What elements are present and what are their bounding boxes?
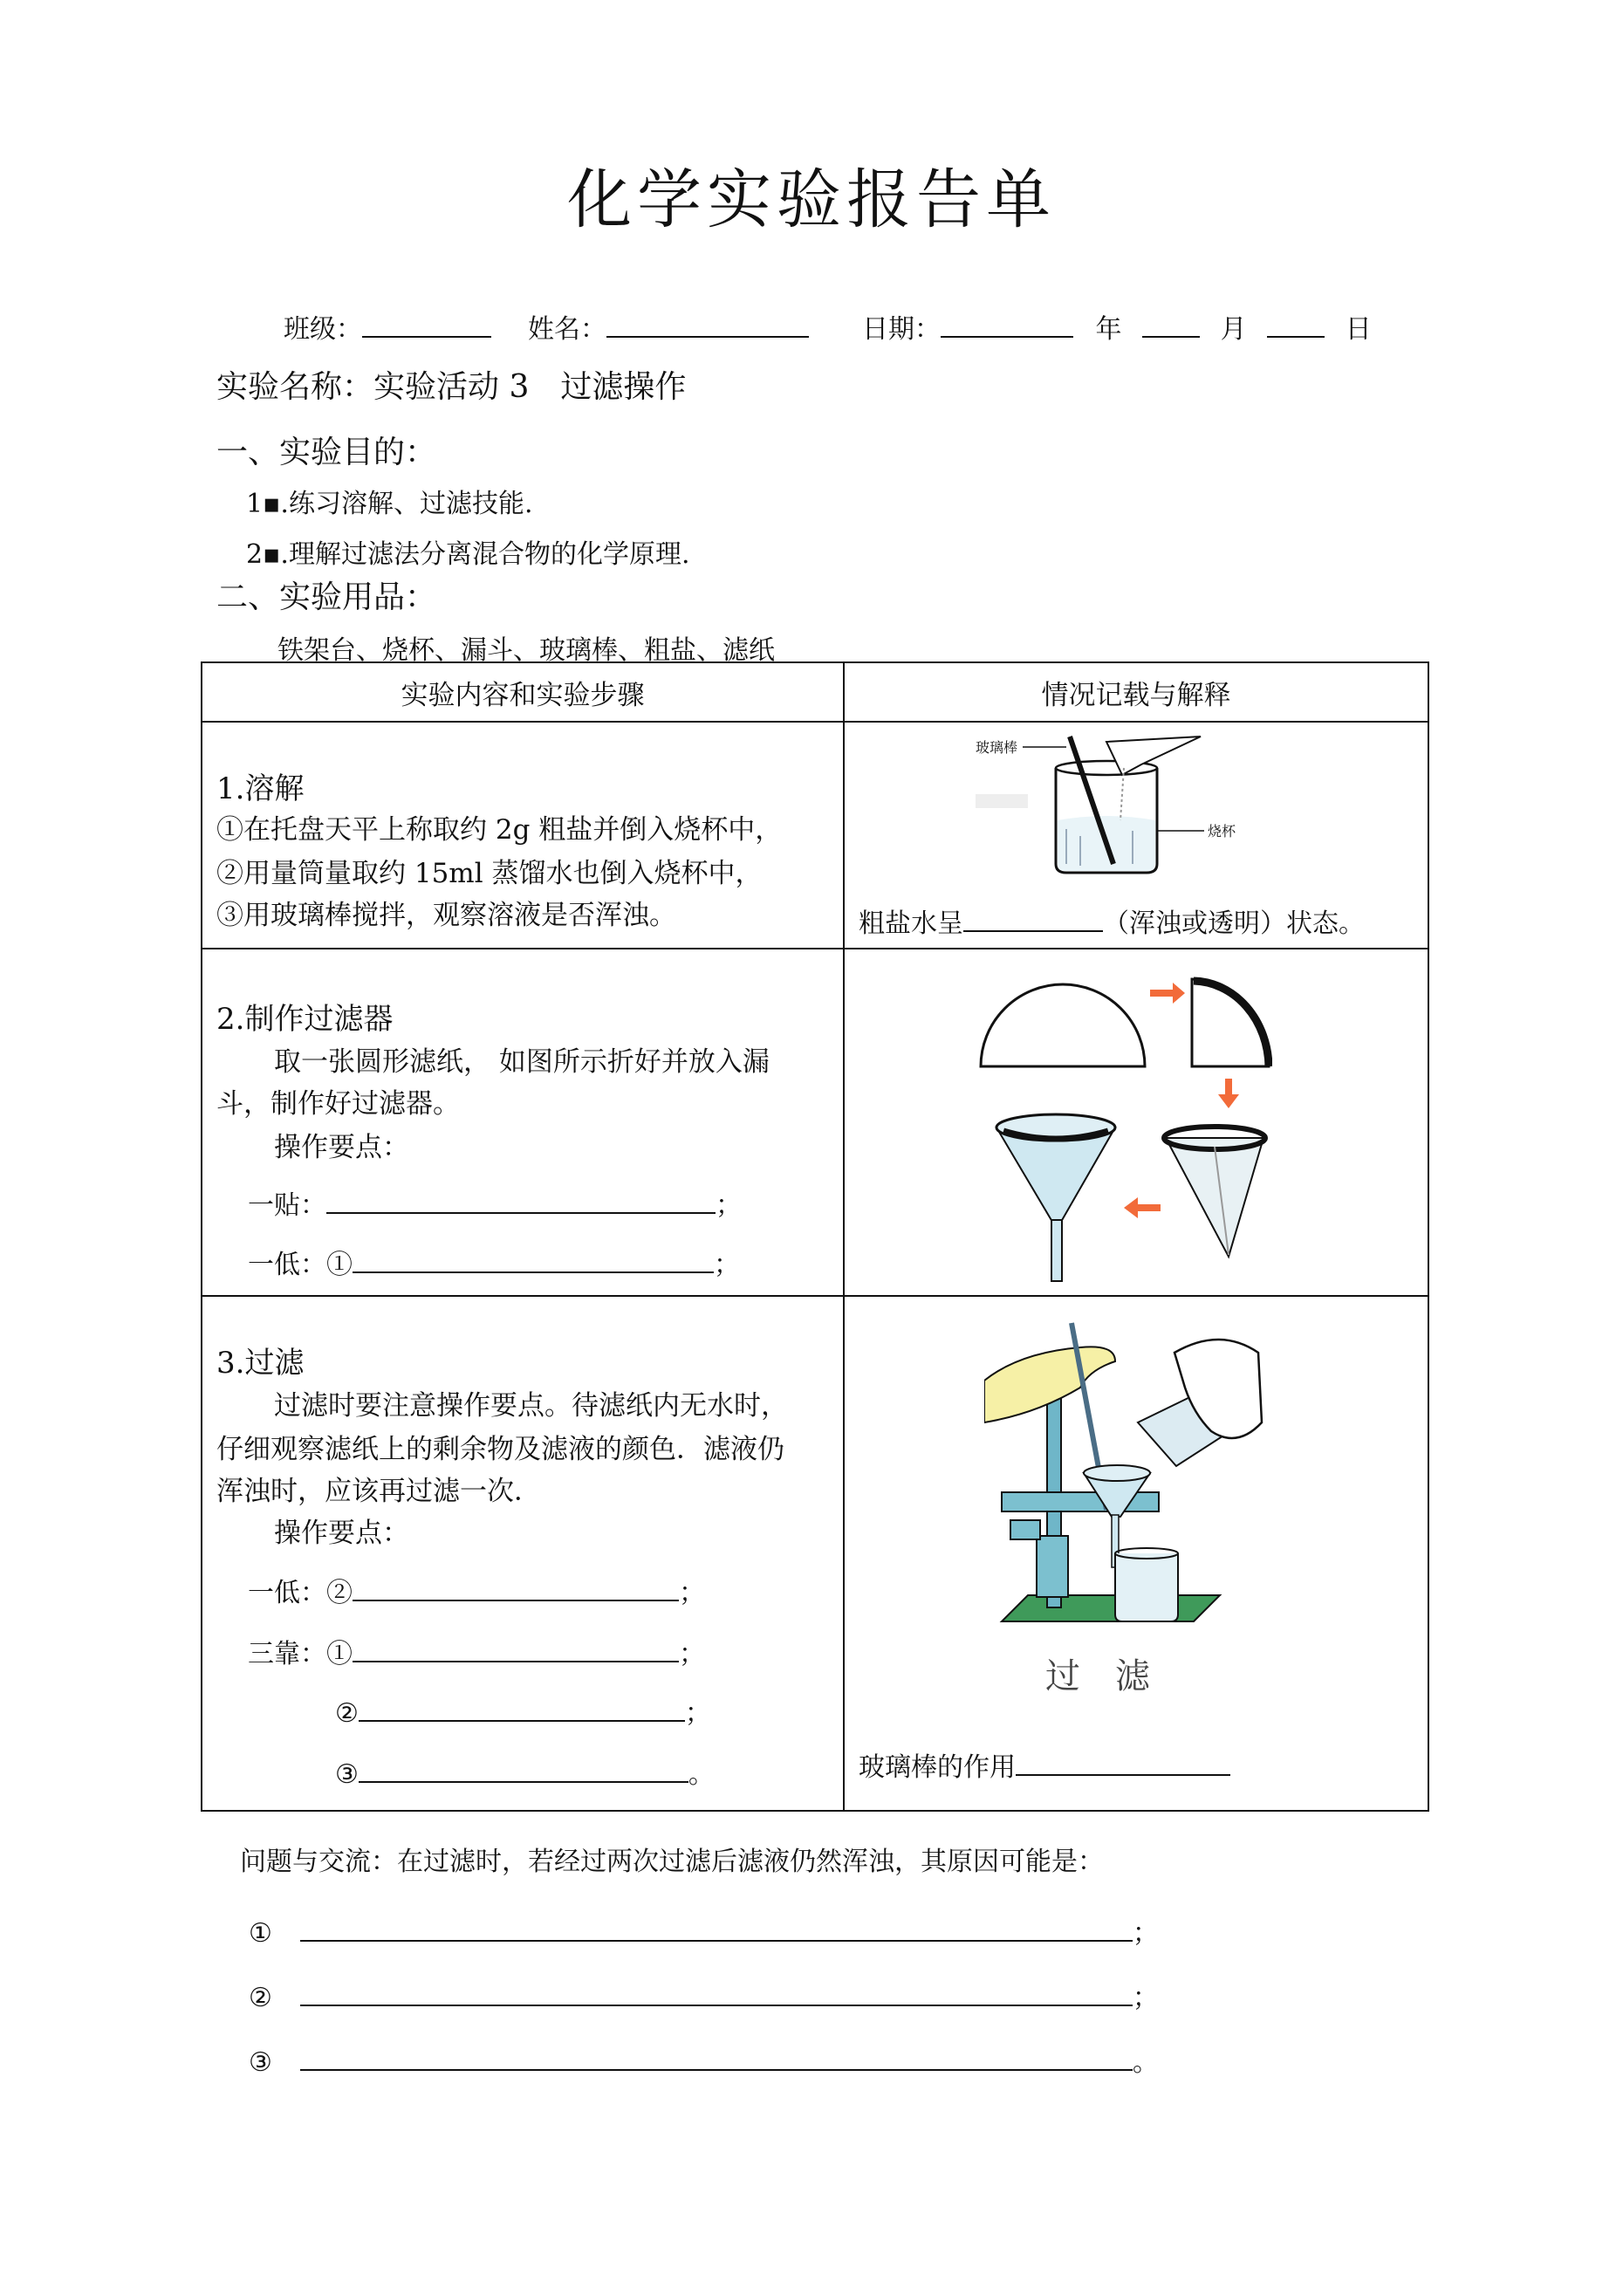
- experiment-name: 实验名称：实验活动 3 过滤操作: [216, 369, 687, 405]
- row3-sankao-2: [335, 1691, 711, 1730]
- item-3-blank[interactable]: [300, 2045, 1133, 2071]
- year-blank[interactable]: [1142, 313, 1200, 338]
- clamp-screw: [1010, 1520, 1040, 1539]
- semicolon: ；: [1132, 1918, 1159, 1949]
- yitie-blank[interactable]: [326, 1188, 716, 1214]
- row1-result: [859, 901, 1365, 940]
- yitie-label: 一贴：: [248, 1190, 326, 1221]
- row3-sankao-3: [335, 1752, 715, 1791]
- semicolon: ；: [1132, 1983, 1159, 2013]
- semicircle-paper: [981, 984, 1145, 1066]
- rod-role-label: 玻璃棒的作用: [859, 1752, 1016, 1783]
- rod-role-blank[interactable]: [1016, 1750, 1230, 1776]
- funnel-stem: [1051, 1220, 1062, 1281]
- filtration-caption: 过 滤: [1045, 1656, 1150, 1696]
- paper-cone: [1166, 1138, 1263, 1257]
- semicolon: ；: [716, 1190, 742, 1221]
- row1-record: [844, 722, 1428, 949]
- experiment-table: [201, 661, 1429, 1812]
- discussion-item-2: [249, 1976, 1159, 2014]
- purpose-item-2: 2▪.理解过滤法分离混合物的化学原理.: [246, 539, 690, 570]
- name-blank[interactable]: [606, 313, 809, 338]
- date-blank[interactable]: [941, 313, 1073, 338]
- label-rod: 玻璃棒: [976, 739, 1018, 756]
- row2-key-points: 操作要点：: [274, 1132, 409, 1163]
- materials-text: 铁架台、烧杯、漏斗、玻璃棒、粗盐、滤纸: [277, 635, 775, 666]
- class-blank[interactable]: [362, 313, 491, 338]
- row3-key-points: 操作要点：: [274, 1518, 409, 1549]
- row3-record: [844, 1296, 1428, 1811]
- sankao1-label: 三靠：①: [248, 1639, 353, 1669]
- month-label: 月: [1220, 314, 1247, 345]
- row2-steps: [202, 949, 844, 1296]
- sankao3-blank[interactable]: [359, 1757, 688, 1783]
- col-header-steps: 实验内容和实验步骤: [202, 662, 844, 722]
- clamp: [1037, 1536, 1068, 1597]
- yidi2-blank[interactable]: [353, 1575, 679, 1601]
- sankao2-blank[interactable]: [359, 1696, 685, 1722]
- result-blank[interactable]: [963, 906, 1103, 932]
- period: 。: [1132, 2047, 1159, 2078]
- item-2-number: ②: [249, 1983, 272, 2013]
- purpose-heading: 一、实验目的：: [216, 435, 437, 470]
- arrow-right-icon: [1150, 983, 1185, 1004]
- name-field: [528, 307, 809, 346]
- stand-base: [1002, 1595, 1220, 1621]
- row3-title: 3.过滤: [216, 1346, 305, 1381]
- arrow-left-icon: [1124, 1197, 1161, 1218]
- row2-title: 2.制作过滤器: [216, 1002, 394, 1037]
- yidi-blank[interactable]: [353, 1247, 714, 1273]
- arrow-down-icon: [1218, 1079, 1239, 1108]
- filtration-illustration: [984, 1318, 1272, 1710]
- item-2-blank[interactable]: [300, 1980, 1133, 2006]
- purpose-item-1: 1▪.练习溶解、过滤技能.: [246, 489, 533, 519]
- name-label: 姓名：: [528, 314, 606, 345]
- salt-paper: [1106, 737, 1201, 775]
- item-1-blank[interactable]: [300, 1916, 1133, 1942]
- period: 。: [688, 1759, 715, 1790]
- rod-role-field: [859, 1745, 1230, 1784]
- semicolon: ；: [714, 1250, 740, 1280]
- item-1-number: ①: [249, 1918, 272, 1949]
- dissolve-illustration: [976, 733, 1272, 881]
- row1-steps: [202, 722, 844, 949]
- semicolon: ；: [679, 1578, 705, 1608]
- row3-para-1: 过滤时要注意操作要点。待滤纸内无水时，: [274, 1390, 788, 1422]
- sankao1-blank[interactable]: [353, 1636, 679, 1662]
- document-title: 化学实验报告单: [567, 162, 1056, 237]
- item-3-number: ③: [249, 2047, 272, 2078]
- discussion-item-1: [249, 1911, 1159, 1950]
- year-label: 年: [1095, 314, 1122, 345]
- row2-yitie: [248, 1183, 742, 1222]
- month-blank[interactable]: [1267, 313, 1325, 338]
- row1-line-2: ②用量筒量取约 15ml 蒸馏水也倒入烧杯中，: [216, 858, 763, 889]
- filter-folding-illustration: [976, 963, 1272, 1286]
- discussion-item-3: [249, 2040, 1159, 2079]
- semicolon: ；: [684, 1698, 711, 1729]
- label-beaker: 烧杯: [1208, 823, 1236, 840]
- receiving-beaker: [1115, 1553, 1178, 1621]
- row3-para-3: 浑浊时，应该再过滤一次．: [216, 1476, 541, 1507]
- row3-steps: [202, 1296, 844, 1811]
- row1-title: 1.溶解: [216, 771, 305, 806]
- row1-line-1: ①在托盘天平上称取约 2g 粗盐并倒入烧杯中，: [216, 814, 783, 846]
- row2-yidi: [248, 1243, 740, 1281]
- row2-para-2: 斗，制作好过滤器。: [216, 1088, 460, 1120]
- row2-record: [844, 949, 1428, 1296]
- materials-heading: 二、实验用品：: [216, 579, 437, 615]
- sankao3-label: ③: [335, 1759, 359, 1790]
- semicolon: ；: [679, 1639, 705, 1669]
- row3-sankao-1: [248, 1632, 705, 1670]
- discussion-question: 问题与交流：在过滤时，若经过两次过滤后滤液仍然浑浊，其原因可能是：: [240, 1847, 1104, 1877]
- day-label: 日: [1345, 314, 1372, 345]
- date-label: 日期：: [862, 314, 941, 345]
- photo-margin-shade: [976, 794, 1028, 808]
- class-field: [284, 307, 491, 346]
- result-prefix: 粗盐水呈: [859, 908, 963, 939]
- sankao2-label: ②: [335, 1698, 359, 1729]
- yidi2-label: 一低：②: [248, 1578, 353, 1608]
- class-label: 班级：: [284, 314, 362, 345]
- yidi-label: 一低：①: [248, 1250, 353, 1280]
- row3-yidi2: [248, 1571, 705, 1609]
- row1-line-3: ③用玻璃棒搅拌，观察溶液是否浑浊。: [216, 900, 676, 931]
- result-suffix: （浑浊或透明）状态。: [1103, 908, 1365, 939]
- funnel-rim: [1084, 1465, 1150, 1481]
- row3-para-2: 仔细观察滤纸上的剩余物及滤液的颜色．滤液仍: [216, 1434, 784, 1465]
- row2-para-1: 取一张圆形滤纸， 如图所示折好并放入漏: [274, 1046, 770, 1078]
- date-field: [862, 307, 1372, 346]
- col-header-record: 情况记载与解释: [844, 662, 1428, 722]
